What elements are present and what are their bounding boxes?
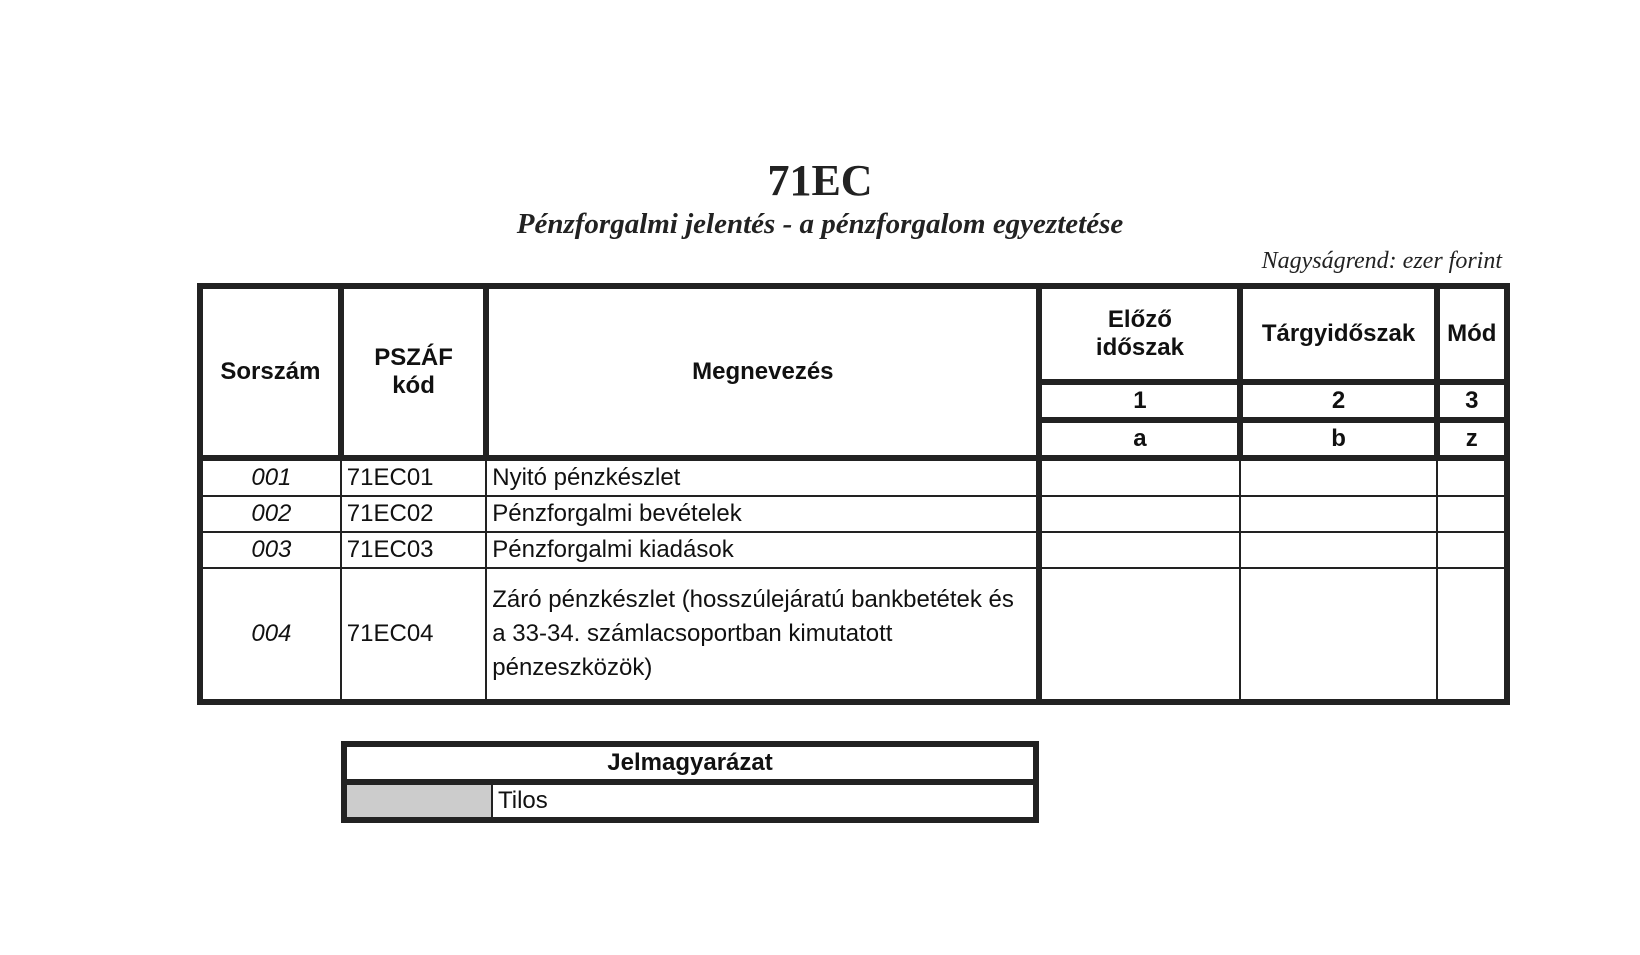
col-header-mod: Mód xyxy=(1437,286,1507,382)
value-cell-mod[interactable] xyxy=(1437,532,1507,568)
row-code: 71EC01 xyxy=(341,458,486,496)
row-number: 003 xyxy=(200,532,341,568)
report-table xyxy=(197,283,1510,705)
value-cell-targy[interactable] xyxy=(1240,532,1436,568)
row-code: 71EC04 xyxy=(341,568,486,702)
col-header-sorszam: Sorszám xyxy=(200,286,341,458)
col-letter-z: z xyxy=(1437,420,1507,458)
value-cell-mod[interactable] xyxy=(1437,458,1507,496)
value-cell-targy[interactable] xyxy=(1240,496,1436,532)
row-name: Záró pénzkészlet (hosszúlejáratú bankbetétek és a 33-34. számlacsoportban kimutatott pénzeszközök) xyxy=(486,568,1039,702)
value-cell-mod[interactable] xyxy=(1437,568,1507,702)
table-row xyxy=(200,458,1507,496)
row-name: Pénzforgalmi bevételek xyxy=(486,496,1039,532)
value-cell-mod[interactable] xyxy=(1437,496,1507,532)
legend-label-forbidden: Tilos xyxy=(492,782,1036,820)
col-header-megnevezes: Megnevezés xyxy=(486,286,1039,458)
row-number: 004 xyxy=(200,568,341,702)
value-cell-targy[interactable] xyxy=(1240,458,1436,496)
col-number-1: 1 xyxy=(1039,382,1240,420)
legend-table xyxy=(341,741,1039,823)
value-cell-targy[interactable] xyxy=(1240,568,1436,702)
value-cell-elozo[interactable] xyxy=(1039,458,1240,496)
row-number: 002 xyxy=(200,496,341,532)
value-cell-elozo[interactable] xyxy=(1039,532,1240,568)
unit-label: Nagyságrend: ezer forint xyxy=(1261,248,1502,274)
col-header-pszaf: PSZÁF kód xyxy=(341,286,486,458)
row-name: Pénzforgalmi kiadások xyxy=(486,532,1039,568)
row-name: Nyitó pénzkészlet xyxy=(486,458,1039,496)
form-code: 71EC xyxy=(767,156,873,205)
legend-title: Jelmagyarázat xyxy=(344,744,1036,782)
col-number-3: 3 xyxy=(1437,382,1507,420)
col-header-elozo: Előző időszak xyxy=(1039,286,1240,382)
col-number-2: 2 xyxy=(1240,382,1436,420)
col-letter-b: b xyxy=(1240,420,1436,458)
table-row xyxy=(200,496,1507,532)
row-number: 001 xyxy=(200,458,341,496)
table-row xyxy=(200,532,1507,568)
row-code: 71EC02 xyxy=(341,496,486,532)
value-cell-elozo[interactable] xyxy=(1039,568,1240,702)
table-row xyxy=(200,568,1507,702)
legend-swatch-forbidden xyxy=(344,782,492,820)
col-letter-a: a xyxy=(1039,420,1240,458)
form-title: Pénzforgalmi jelentés - a pénzforgalom egyeztetése xyxy=(516,208,1124,240)
value-cell-elozo[interactable] xyxy=(1039,496,1240,532)
col-header-targy: Tárgyidőszak xyxy=(1240,286,1436,382)
row-code: 71EC03 xyxy=(341,532,486,568)
